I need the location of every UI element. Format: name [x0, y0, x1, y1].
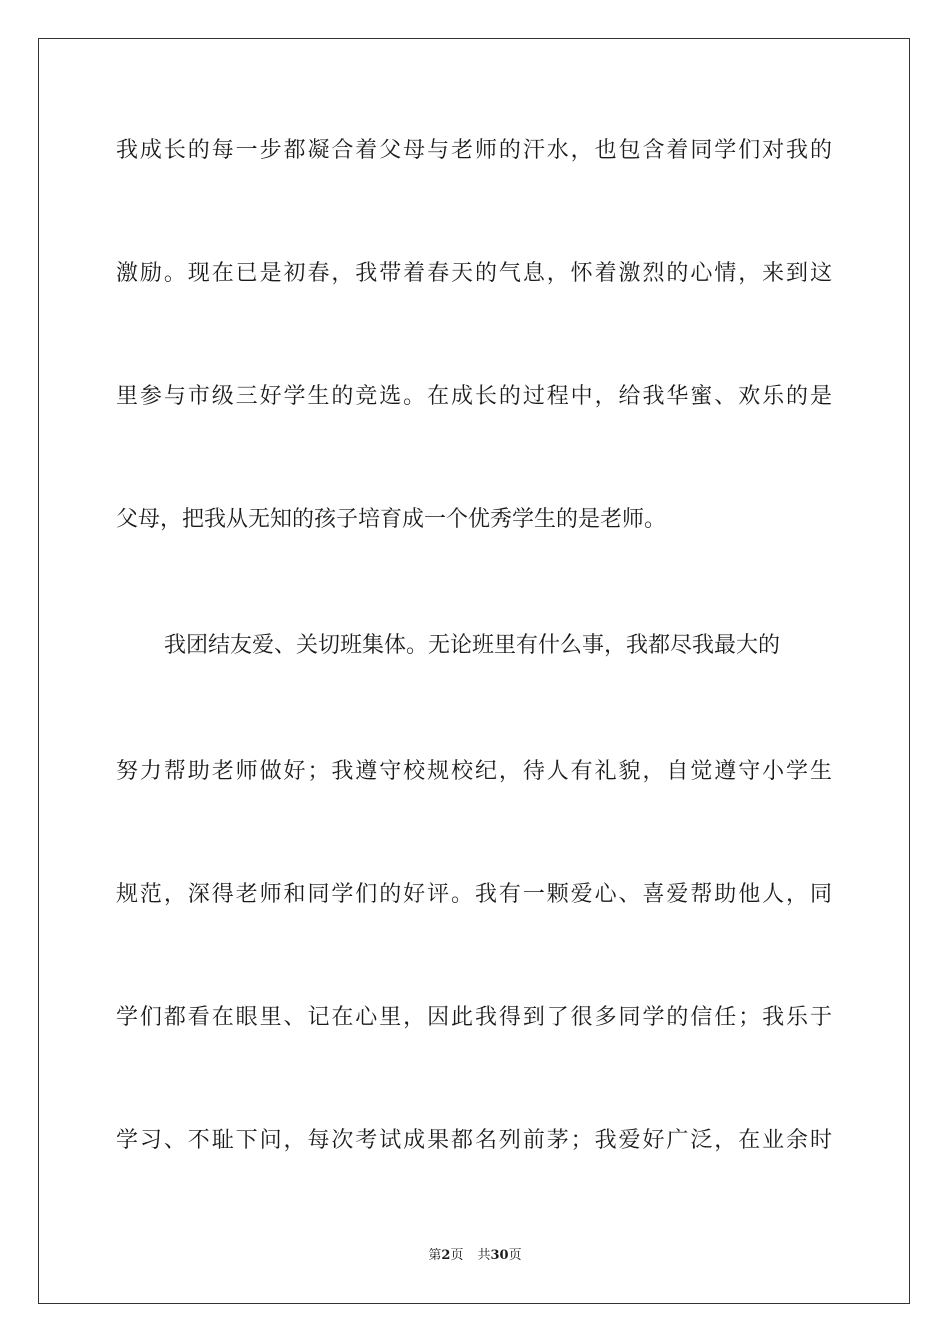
body-text-line: 里参与市级三好学生的竞选。在成长的过程中，给我华蜜、欢乐的是 [116, 384, 832, 409]
body-text-line: 规范，深得老师和同学们的好评。我有一颗爱心、喜爱帮助他人，同 [116, 882, 832, 907]
page-border [38, 38, 910, 1304]
body-text-line: 父母，把我从无知的孩子培育成一个优秀学生的是老师。 [116, 507, 667, 532]
page-number: 2 [441, 1248, 451, 1263]
page-suffix: 页 [450, 1248, 464, 1263]
total-pages: 30 [490, 1248, 509, 1263]
body-text-line: 努力帮助老师做好；我遵守校规校纪，待人有礼貌，自觉遵守小学生 [116, 759, 832, 784]
page-footer [0, 1246, 950, 1266]
page-prefix: 第 [428, 1248, 442, 1263]
body-text-line: 学们都看在眼里、记在心里，因此我得到了很多同学的信任；我乐于 [116, 1005, 832, 1030]
body-text-line: 激励。现在已是初春，我带着春天的气息，怀着激烈的心情，来到这 [116, 261, 832, 286]
body-text-line: 学习、不耻下问，每次考试成果都名列前茅；我爱好广泛，在业余时 [116, 1128, 832, 1153]
body-text-line: 我团结友爱、关切班集体。无论班里有什么事，我都尽我最大的 [164, 633, 781, 658]
total-suffix: 页 [508, 1248, 522, 1263]
body-text-line: 我成长的每一步都凝合着父母与老师的汗水，也包含着同学们对我的 [116, 138, 832, 163]
total-prefix: 共 [477, 1248, 491, 1263]
